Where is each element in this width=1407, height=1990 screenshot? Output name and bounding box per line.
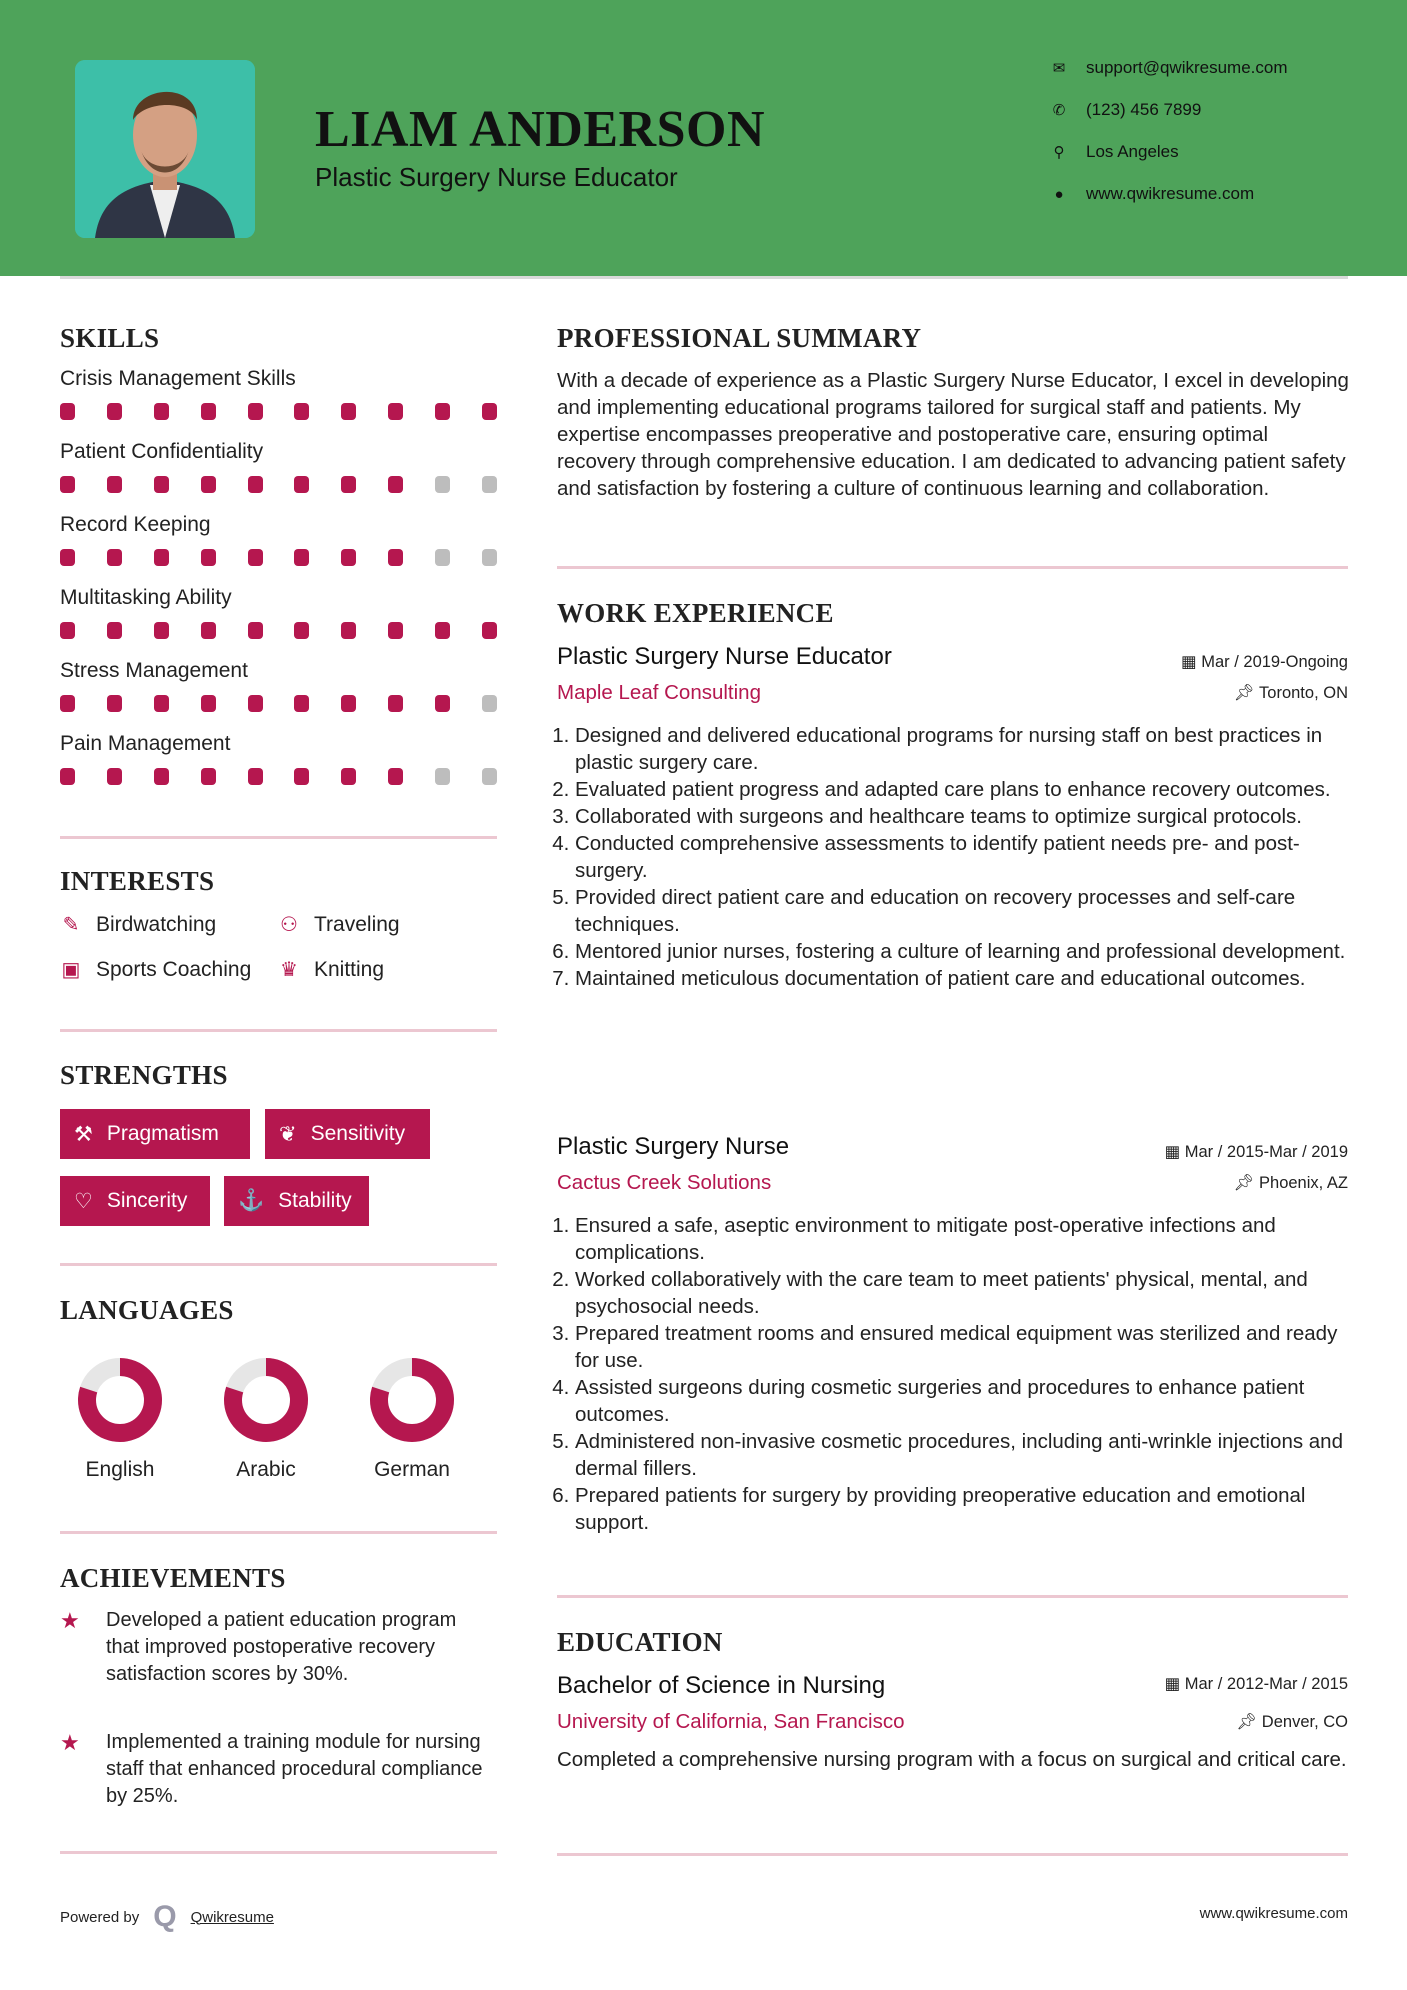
company-name: Cactus Creek Solutions [557,1171,772,1194]
job-bullet: 7. Maintained meticulous documentation of patient care and educational outcomes. [575,965,1352,992]
job-bullets [557,722,1352,992]
rating-dot [388,622,403,639]
skills-list [60,367,497,805]
skill-item [60,440,497,513]
rating-dot [248,403,263,420]
job-bullet: 2. Worked collaboratively with the care team to meet patients' physical, mental, and psychosocial needs. [575,1266,1352,1320]
rating-dot [154,622,169,639]
interest-label: Traveling [314,912,400,936]
achievement-text: Implemented a training module for nursing staff that enhanced procedural compliance by 25%. [106,1731,483,1807]
rating-dot [248,549,263,566]
education-text: Completed a comprehensive nursing program with a focus on surgical and critical care. [557,1748,1347,1771]
strengths-heading: STRENGTHS [60,1060,228,1090]
rating-dot [107,476,122,493]
rating-dot [294,549,309,566]
brand-link[interactable]: Qwikresume [190,1908,274,1926]
calendar-icon: ▦ [1164,1675,1181,1693]
phone-icon: ✆ [1052,102,1066,119]
rating-dot [482,695,497,712]
job-bullet: 6. Prepared patients for surgery by providing preoperative education and emotional support. [575,1482,1352,1536]
rating-dot [435,549,450,566]
work-heading: WORK EXPERIENCE [557,598,834,628]
rating-dot [201,622,216,639]
interest-label: Knitting [314,957,385,981]
strength-badge [224,1176,369,1226]
rating-dot [388,768,403,785]
language-label: Arabic [236,1458,296,1481]
contact-phone[interactable] [1050,100,1201,120]
rating-dot [154,695,169,712]
powered-by-text: Powered by [60,1908,140,1926]
rating-dot [341,549,356,566]
strength-badge [60,1109,250,1159]
contact-text: Los Angeles [1086,142,1179,161]
pin-icon: 📌︎ [1233,1174,1255,1192]
job-date [1181,652,1348,672]
rating-dot [294,768,309,785]
rating-dot [435,622,450,639]
skill-item [60,659,497,732]
anchor-icon: ⚓ [238,1189,265,1212]
strength-label: Pragmatism [106,1122,219,1145]
strength-label: Sensitivity [310,1122,406,1145]
rating-dot [154,403,169,420]
language-item [211,1355,321,1482]
profile-photo [75,60,255,238]
rating-dot [201,768,216,785]
rating-dot [294,476,309,493]
job-bullet: 1. Designed and delivered educational programs for nursing staff on best practices in plastic surgery care. [575,722,1352,776]
location-text: Toronto, ON [1259,684,1348,702]
skill-rating [60,695,497,712]
rating-dot [388,476,403,493]
rating-dot [248,476,263,493]
date-text: Mar / 2015-Mar / 2019 [1184,1143,1348,1161]
rating-dot [107,622,122,639]
pin-icon: 📌︎ [1236,1713,1258,1731]
rating-dot [482,549,497,566]
divider [60,1531,497,1534]
job-title: Plastic Surgery Nurse [557,1133,790,1160]
gavel-icon: ⚒ [74,1122,93,1146]
date-text: Mar / 2019-Ongoing [1201,653,1348,671]
interests-heading: INTERESTS [60,866,215,896]
divider [557,566,1348,569]
rating-dot [435,476,450,493]
qwikresume-logo-icon: Q [153,1900,177,1933]
skill-rating [60,476,497,493]
rating-dot [482,403,497,420]
achievement-text: Developed a patient education program that improved postoperative recovery satisfaction scores by 30%. [106,1609,457,1685]
skill-label: Stress Management [60,659,248,682]
language-item [65,1355,175,1482]
skill-label: Record Keeping [60,513,211,536]
rating-dot [435,768,450,785]
rating-dot [154,549,169,566]
rating-dot [294,622,309,639]
footer-powered-by [60,1900,274,1934]
strength-badge [265,1109,430,1159]
divider [60,1029,497,1032]
strength-badge [60,1176,210,1226]
rating-dot [248,695,263,712]
job-bullets [557,1212,1352,1536]
education-date [1165,1674,1348,1694]
interest-item [278,957,384,982]
language-item [357,1355,467,1482]
job-bullet: 5. Administered non-invasive cosmetic procedures, including anti-wrinkle injections and dermal fillers. [575,1428,1352,1482]
job-bullet: 1. Ensured a safe, aseptic environment to mitigate post-operative infections and complications. [575,1212,1352,1266]
rating-dot [107,768,122,785]
skills-heading: SKILLS [60,323,160,353]
skill-rating [60,549,497,566]
candidate-name: LIAM ANDERSON [315,101,765,158]
rating-dot [60,622,75,639]
rating-dot [435,403,450,420]
job-bullet: 2. Evaluated patient progress and adapted care plans to enhance recovery outcomes. [575,776,1352,803]
skill-item [60,586,497,659]
rating-dot [294,403,309,420]
divider [60,836,497,839]
edit-icon: ✎ [62,914,80,936]
rating-dot [107,403,122,420]
rating-dot [482,622,497,639]
candidate-title: Plastic Surgery Nurse Educator [315,162,678,192]
job-location [1234,684,1348,703]
achievements-heading: ACHIEVEMENTS [60,1563,286,1593]
rating-dot [201,476,216,493]
interest-item [60,957,251,982]
contact-website[interactable] [1050,184,1254,204]
interest-item [278,912,400,937]
strength-label: Sincerity [106,1189,188,1212]
language-donut [211,1355,321,1445]
achievement-item [60,1729,497,1810]
rating-dot [107,549,122,566]
skill-label: Multitasking Ability [60,586,232,609]
suitcase-icon: ▣ [61,959,81,981]
skill-item [60,513,497,586]
header-divider [60,276,1348,279]
footer-url[interactable]: www.qwikresume.com [1199,1905,1348,1922]
rating-dot [388,695,403,712]
skill-rating [60,622,497,639]
skill-label: Crisis Management Skills [60,367,296,390]
interest-label: Sports Coaching [96,957,252,981]
skill-item [60,732,497,805]
star-icon: ★ [60,1608,80,1633]
leaf-icon: ❦ [279,1122,297,1146]
rating-dot [341,768,356,785]
rating-dot [201,695,216,712]
divider [557,1595,1348,1598]
contact-text: www.qwikresume.com [1086,184,1255,203]
education-location [1236,1713,1348,1732]
rating-dot [201,403,216,420]
skill-item [60,367,497,440]
skill-rating [60,403,497,420]
contact-text: (123) 456 7899 [1086,100,1202,119]
language-label: German [374,1458,450,1481]
rating-dot [341,403,356,420]
skill-rating [60,768,497,785]
divider [60,1263,497,1266]
school-name: University of California, San Francisco [557,1710,905,1733]
job-title: Plastic Surgery Nurse Educator [557,643,892,670]
interest-item [60,912,216,937]
language-donut [357,1355,467,1445]
rating-dot [248,622,263,639]
strength-label: Stability [278,1189,352,1212]
location-text: Denver, CO [1261,1713,1348,1731]
rating-dot [388,549,403,566]
location-text: Phoenix, AZ [1259,1174,1348,1192]
rating-dot [482,768,497,785]
rating-dot [60,768,75,785]
summary-text: With a decade of experience as a Plastic Surgery Nurse Educator, I excel in developing and implementing educational programs tailored for surgical staff and patients. My expertise encompasses preoperative and postoperative care, ensuring optimal recovery through comprehensive education. I am dedicated to advancing patient safety and satisfaction by fostering a culture of continuous learning and collaboration. [557,369,1349,500]
envelope-icon: ✉ [1052,60,1066,77]
trophy-icon: ♛ [280,959,298,981]
contact-text: support@qwikresume.com [1086,58,1288,77]
company-name: Maple Leaf Consulting [557,681,761,704]
rating-dot [341,695,356,712]
rating-dot [60,476,75,493]
skill-label: Patient Confidentiality [60,440,264,463]
rating-dot [60,403,75,420]
job-bullet: 3. Prepared treatment rooms and ensured medical equipment was sterilized and ready for use. [575,1320,1352,1374]
languages-list [65,1355,467,1482]
rating-dot [154,476,169,493]
job-bullet: 4. Conducted comprehensive assessments to identify patient needs pre- and post-surgery. [575,830,1352,884]
rating-dot [201,549,216,566]
rating-dot [388,403,403,420]
calendar-icon: ▦ [1181,653,1197,671]
job-bullet: 4. Assisted surgeons during cosmetic surgeries and procedures to enhance patient outcomes. [575,1374,1352,1428]
interest-label: Birdwatching [96,912,217,936]
rating-dot [294,695,309,712]
heart-icon: ♡ [74,1189,93,1213]
divider [60,1851,497,1854]
job-bullet: 6. Mentored junior nurses, fostering a culture of learning and professional development. [575,938,1352,965]
language-label: English [85,1458,155,1481]
job-date [1165,1142,1348,1162]
job-bullet: 3. Collaborated with surgeons and healthcare teams to optimize surgical protocols. [575,803,1352,830]
binoculars-icon: ⚇ [280,914,298,936]
contact-email[interactable] [1050,58,1288,78]
summary-heading: PROFESSIONAL SUMMARY [557,323,922,353]
languages-heading: LANGUAGES [60,1295,234,1325]
rating-dot [341,476,356,493]
rating-dot [248,768,263,785]
rating-dot [60,549,75,566]
language-donut [65,1355,175,1445]
pin-icon: 📌︎ [1233,684,1255,702]
achievement-item [60,1607,497,1688]
rating-dot [60,695,75,712]
skill-label: Pain Management [60,732,231,755]
map-pin-icon: ⚲ [1053,144,1065,161]
rating-dot [435,695,450,712]
job-bullet: 5. Provided direct patient care and education on recovery processes and self-care techniques. [575,884,1352,938]
calendar-icon: ▦ [1164,1143,1181,1161]
job-location [1233,1174,1348,1193]
degree: Bachelor of Science in Nursing [557,1672,886,1699]
date-text: Mar / 2012-Mar / 2015 [1184,1675,1348,1693]
globe-icon: ● [1054,185,1064,203]
rating-dot [482,476,497,493]
rating-dot [341,622,356,639]
star-icon: ★ [60,1730,80,1755]
contact-location [1050,142,1179,162]
rating-dot [107,695,122,712]
rating-dot [154,768,169,785]
divider [557,1853,1348,1856]
education-heading: EDUCATION [557,1627,723,1657]
